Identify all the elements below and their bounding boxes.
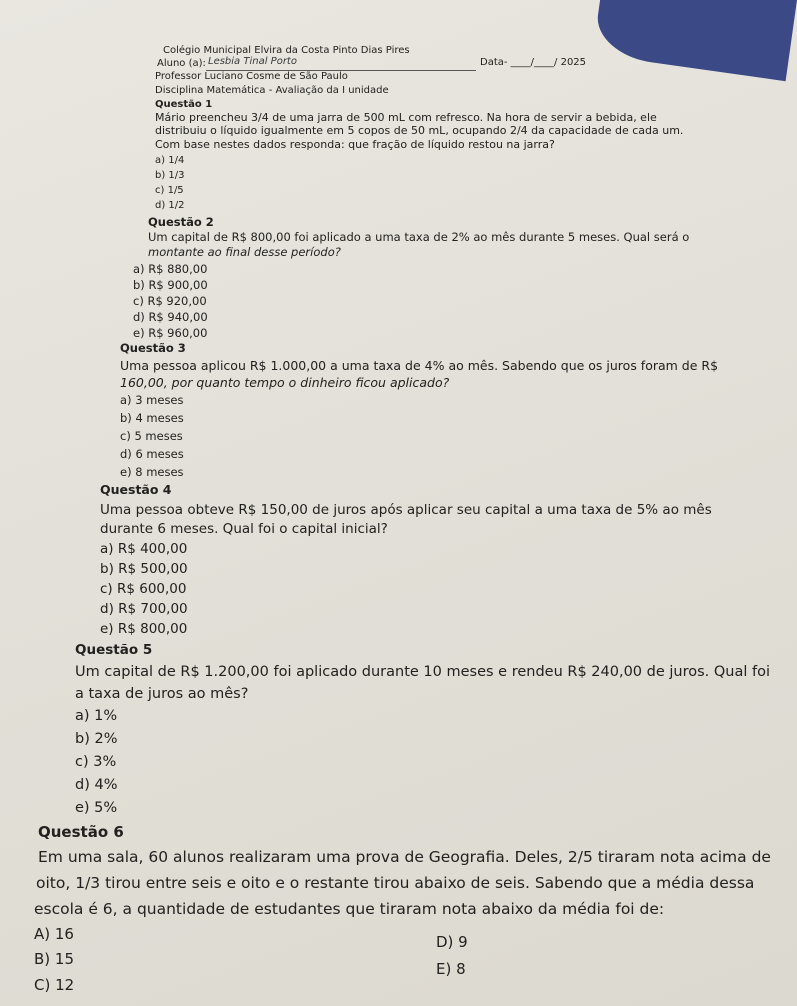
question-4-option: a) R$ 400,00 — [100, 541, 188, 557]
question-2-option: b) R$ 900,00 — [133, 278, 208, 292]
question-2-text: Um capital de R$ 800,00 foi aplicado a uma taxa de 2% ao mês durante 5 meses. Qual será o — [148, 230, 690, 244]
question-6-option: B) 15 — [34, 950, 74, 968]
question-3-option: a) 3 meses — [120, 393, 184, 407]
question-4-option: c) R$ 600,00 — [100, 581, 187, 597]
question-5-text: a taxa de juros ao mês? — [75, 686, 249, 702]
question-6-option: C) 12 — [34, 976, 75, 994]
question-4-text: Uma pessoa obteve R$ 150,00 de juros após aplicar seu capital a uma taxa de 5% ao mês — [100, 502, 712, 518]
question-3-option: c) 5 meses — [120, 429, 183, 443]
question-6-title: Questão 6 — [38, 823, 124, 841]
question-5-title: Questão 5 — [75, 642, 153, 658]
question-5-text: Um capital de R$ 1.200,00 foi aplicado durante 10 meses e rendeu R$ 240,00 de juros. Qual foi — [75, 664, 770, 680]
question-4-option: b) R$ 500,00 — [100, 561, 188, 577]
question-4-text: durante 6 meses. Qual foi o capital inicial? — [100, 521, 388, 537]
question-5-option: b) 2% — [75, 731, 118, 747]
question-5-option: e) 5% — [75, 800, 118, 816]
question-5-option: a) 1% — [75, 708, 118, 724]
question-6-text: Em uma sala, 60 alunos realizaram uma prova de Geografia. Deles, 2/5 tiraram nota acima de — [38, 848, 771, 866]
student-name-handwritten: Lesbia Tinal Porto — [208, 56, 297, 67]
question-1-option: b) 1/3 — [155, 170, 185, 181]
question-6-text: escola é 6, a quantidade de estudantes que tiraram nota abaixo da média foi de: — [34, 900, 665, 918]
question-3-title: Questão 3 — [120, 341, 186, 355]
student-label: Aluno (a): — [157, 58, 206, 69]
question-4-title: Questão 4 — [100, 482, 172, 497]
question-6-text: oito, 1/3 tirou entre seis e oito e o restante tirou abaixo de seis. Sabendo que a média dessa — [36, 874, 755, 892]
question-4-option: d) R$ 700,00 — [100, 601, 188, 617]
question-4-option: e) R$ 800,00 — [100, 621, 188, 637]
question-1-title: Questão 1 — [155, 99, 213, 110]
question-1-option: c) 1/5 — [155, 185, 184, 196]
date-field: Data- ____/____/ 2025 — [480, 57, 587, 68]
subject-line: Disciplina Matemática - Avaliação da I unidade — [155, 85, 389, 96]
question-1-option: d) 1/2 — [155, 200, 185, 211]
question-2-title: Questão 2 — [148, 215, 214, 229]
question-2-text: montante ao final desse período? — [148, 245, 341, 259]
question-3-option: e) 8 meses — [120, 465, 184, 479]
question-5-option: c) 3% — [75, 754, 117, 770]
question-6-option: E) 8 — [436, 960, 466, 978]
question-1-text: Mário preencheu 3/4 de uma jarra de 500 mL com refresco. Na hora de servir a bebida, ele — [155, 111, 657, 124]
question-3-option: b) 4 meses — [120, 411, 184, 425]
question-5-option: d) 4% — [75, 777, 118, 793]
question-3-text: Uma pessoa aplicou R$ 1.000,00 a uma taxa de 4% ao mês. Sabendo que os juros foram de R$ — [120, 358, 719, 373]
question-2-option: c) R$ 920,00 — [133, 294, 207, 308]
question-6-option: D) 9 — [436, 933, 468, 951]
question-1-option: a) 1/4 — [155, 155, 185, 166]
question-3-text: 160,00, por quanto tempo o dinheiro ficou aplicado? — [120, 375, 450, 390]
question-2-option: a) R$ 880,00 — [133, 262, 208, 276]
question-2-option: d) R$ 940,00 — [133, 310, 208, 324]
question-1-text: distribuiu o líquido igualmente em 5 copos de 50 mL, ocupando 2/4 da capacidade de cada um. — [155, 124, 684, 137]
question-6-option: A) 16 — [34, 925, 74, 943]
question-1-text: Com base nestes dados responda: que fração de líquido restou na jarra? — [155, 138, 555, 151]
question-2-option: e) R$ 960,00 — [133, 326, 208, 340]
teacher-name: Professor Luciano Cosme de São Paulo — [155, 71, 348, 82]
question-3-option: d) 6 meses — [120, 447, 184, 461]
school-name: Colégio Municipal Elvira da Costa Pinto Dias Pires — [163, 45, 410, 56]
